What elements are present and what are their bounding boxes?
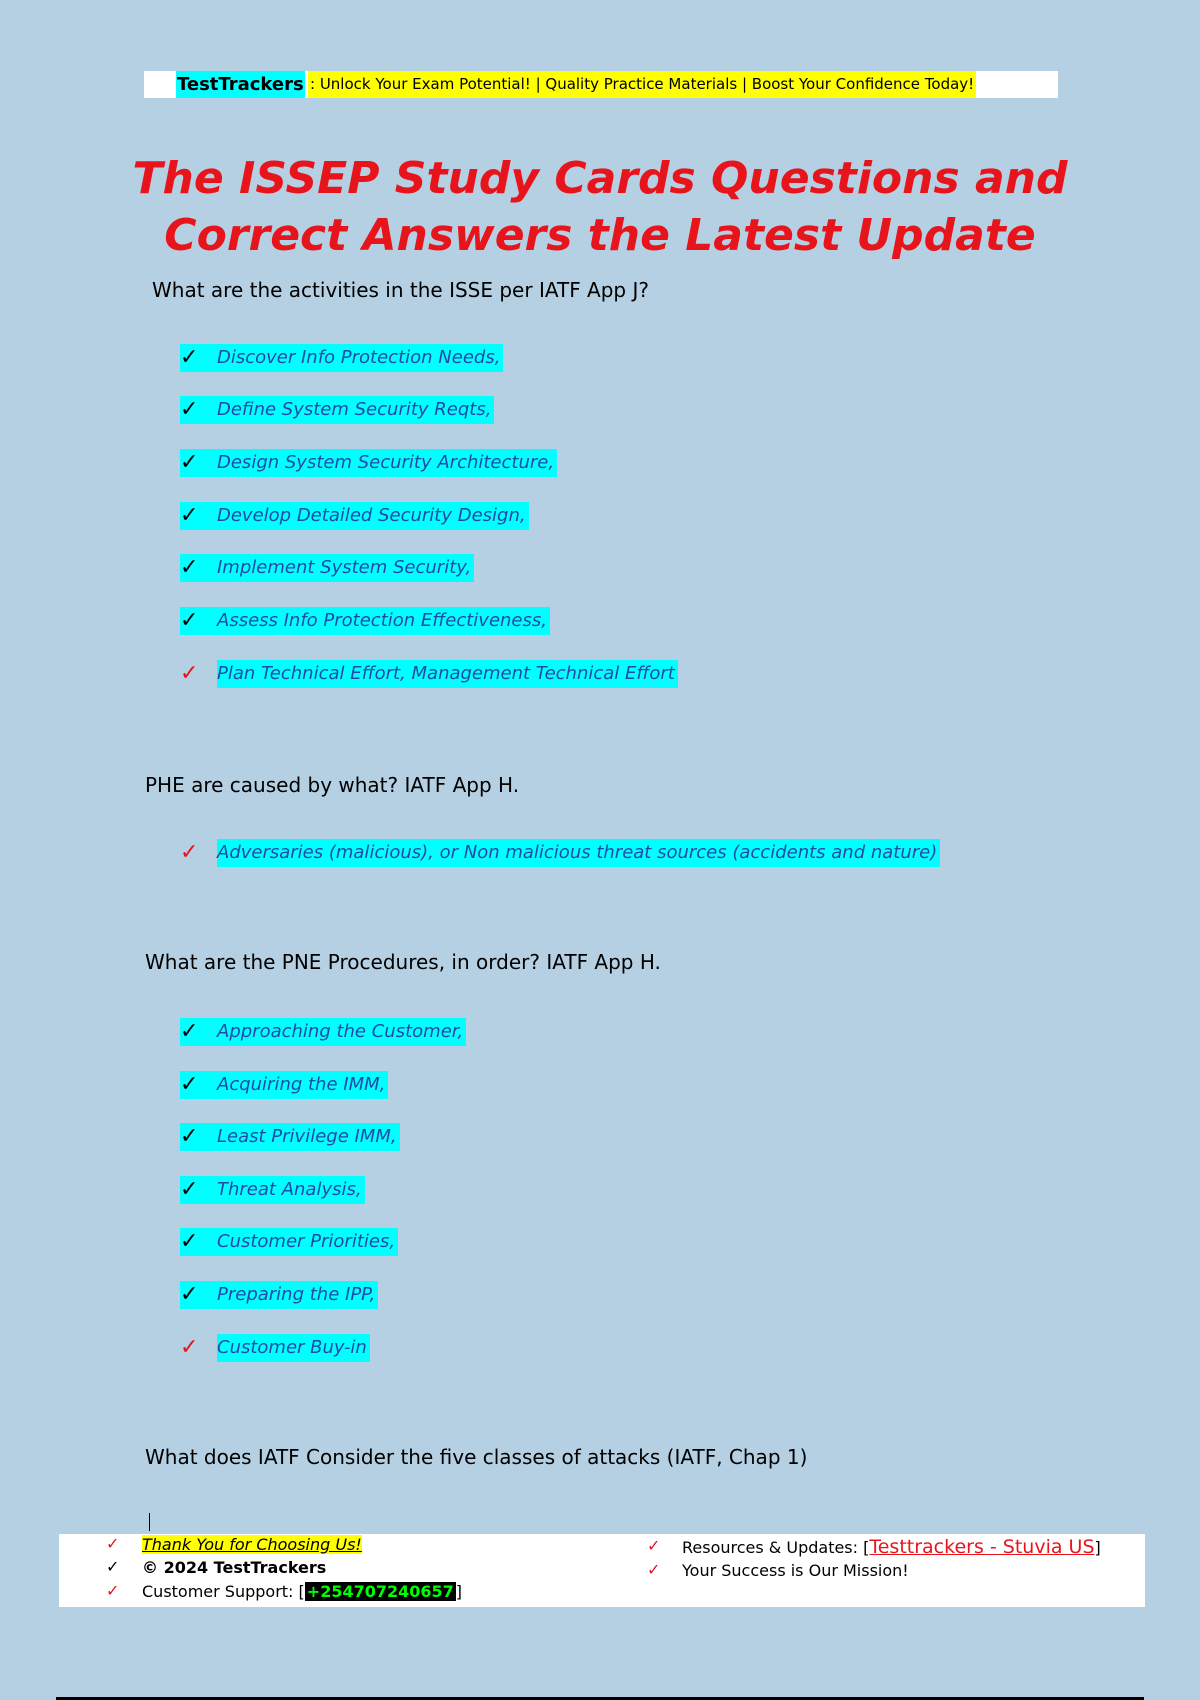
answer-text: Customer Buy-in (217, 1334, 370, 1362)
check-icon: ✓ (180, 345, 199, 370)
check-icon: ✓ (180, 1072, 199, 1097)
answer-text: Assess Info Protection Effectiveness, (217, 607, 550, 635)
check-icon: ✓ (180, 555, 199, 580)
text-cursor (149, 1513, 150, 1531)
answer-text: Preparing the IPP, (217, 1281, 378, 1309)
question-2: PHE are caused by what? IATF App H. (145, 773, 520, 797)
footer-support (142, 1581, 462, 1603)
title-line-2: Correct Answers the Latest Update (164, 210, 1036, 261)
support-close: ] (455, 1582, 463, 1601)
footer-mission: Your Success is Our Mission! (682, 1561, 909, 1580)
answer-text: Customer Priorities, (217, 1228, 398, 1256)
answer-text: Plan Technical Effort, Management Technical Effort (217, 660, 678, 688)
answer-text: Discover Info Protection Needs, (217, 344, 503, 372)
check-icon: ✓ (180, 840, 199, 865)
resources-close: ] (1094, 1538, 1101, 1557)
answer-text: Adversaries (malicious), or Non malicious threat sources (accidents and nature) (217, 839, 940, 867)
check-icon: ✓ (180, 1124, 199, 1149)
question-1: What are the activities in the ISSE per IATF App J? (152, 278, 649, 302)
check-icon: ✓ (180, 1229, 199, 1254)
answer-text: Develop Detailed Security Design, (217, 502, 529, 530)
answer-text: Approaching the Customer, (217, 1018, 466, 1046)
check-icon: ✓ (180, 450, 199, 475)
footer-thanks (142, 1534, 362, 1556)
footer-copyright: © 2024 TestTrackers (142, 1558, 327, 1577)
thanks-text: Thank You for Choosing Us! (142, 1535, 362, 1554)
footer-resources (682, 1536, 1101, 1558)
answer-text: Implement System Security, (217, 554, 474, 582)
check-icon: ✓ (106, 1581, 120, 1600)
brand-highlight (176, 71, 305, 98)
slogan: : Unlock Your Exam Potential! | Quality Practice Materials | Boost Your Confidence Today! (308, 71, 976, 98)
support-phone[interactable]: +254707240657 (306, 1582, 454, 1601)
answer-text: Threat Analysis, (217, 1176, 365, 1204)
check-icon: ✓ (106, 1557, 120, 1576)
check-icon: ✓ (180, 1282, 199, 1307)
check-icon: ✓ (180, 1335, 199, 1360)
header-banner (144, 71, 1058, 98)
check-icon: ✓ (180, 1019, 199, 1044)
check-icon: ✓ (106, 1534, 120, 1553)
check-icon: ✓ (180, 503, 199, 528)
check-icon: ✓ (180, 397, 199, 422)
document-title (0, 150, 1200, 264)
check-icon: ✓ (180, 661, 199, 686)
question-4: What does IATF Consider the five classes of attacks (IATF, Chap 1) (145, 1445, 808, 1469)
check-icon: ✓ (647, 1536, 661, 1555)
check-icon: ✓ (180, 608, 199, 633)
answer-text: Acquiring the IMM, (217, 1071, 388, 1099)
answer-text: Least Privilege IMM, (217, 1123, 400, 1151)
answer-text: Design System Security Architecture, (217, 449, 557, 477)
check-icon: ✓ (647, 1560, 661, 1579)
footer (59, 1534, 1145, 1607)
resources-link[interactable]: Testtrackers - Stuvia US (869, 1536, 1095, 1558)
title-line-1: The ISSEP Study Cards Questions and (132, 153, 1068, 204)
question-3: What are the PNE Procedures, in order? IATF App H. (145, 950, 661, 974)
brand-name: TestTrackers (177, 74, 304, 95)
support-label: Customer Support: [ (142, 1582, 305, 1601)
answer-text: Define System Security Reqts, (217, 396, 494, 424)
resources-label: Resources & Updates: [ (682, 1538, 870, 1557)
check-icon: ✓ (180, 1177, 199, 1202)
